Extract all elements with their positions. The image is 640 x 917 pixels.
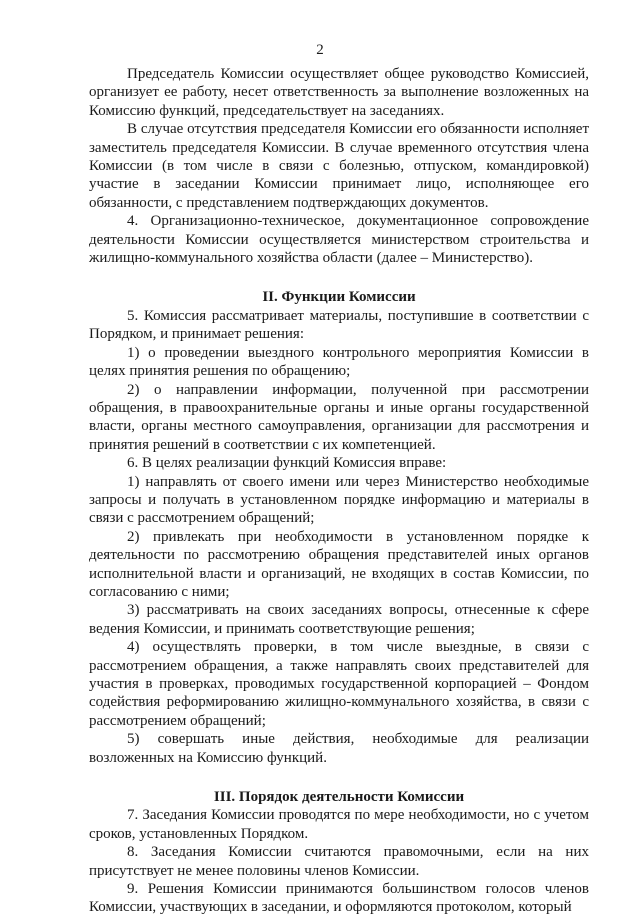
section-3-heading: III. Порядок деятельности Комиссии bbox=[213, 789, 465, 806]
paragraph-chairman-role: Председатель Комиссии осуществляет общее руководство Комиссией, организует ее работу, несет ответственность за выполнение возложенных на Комиссию функций, председательствует на заседаниях. bbox=[89, 66, 589, 119]
document-body bbox=[89, 65, 589, 917]
section-2-heading: II. Функции Комиссии bbox=[262, 289, 416, 306]
page-number: 2 bbox=[316, 42, 324, 58]
paragraph-6-2: 2) привлекать при необходимости в установленном порядке к деятельности по рассмотрению обращения представителей иных органов исполнительной власти и организаций, не входящих в состав Комиссии, по согласованию с ними; bbox=[89, 528, 589, 600]
paragraph-6-1: 1) направлять от своего имени или через Министерство необходимые запросы и получать в установленном порядке информацию и материалы в связи с рассмотрением обращений; bbox=[89, 473, 589, 527]
paragraph-chairman-absence: В случае отсутствия председателя Комиссии его обязанности исполняет заместитель председателя Комиссии. В случае временного отсутствия члена Комиссии (в том числе в связи с болезнью, отпуском, командировкой) участие в заседании Комиссии принимает лицо, исполняющее его обязанности, с представлением подтверждающих документов. bbox=[89, 121, 589, 211]
paragraph-6-3: 3) рассматривать на своих заседаниях вопросы, отнесенные к сфере ведения Комиссии, и принимать соответствующие решения; bbox=[89, 602, 589, 637]
paragraph-6-4: 4) осуществлять проверки, в том числе выездные, в связи с рассмотрением обращения, а также направлять своих представителей для участия в проверках, проводимых государственной корпорацией – Фондом содействия реформированию жилищно-коммунального хозяйства, в связи с рассмотрением обращений; bbox=[89, 639, 589, 729]
paragraph-4-support: 4. Организационно-техническое, документационное сопровождение деятельности Комиссии осуществляется министерством строительства и жилищно-коммунального хозяйства области (далее – Министерство). bbox=[89, 213, 589, 267]
paragraph-5-2: 2) о направлении информации, полученной при рассмотрении обращения, в правоохранительные органы и иные органы государственной власти, органы местного самоуправления, организации для рассмотрения и принятия решений в соответствии с их компетенцией. bbox=[89, 381, 589, 453]
paragraph-6: 6. В целях реализации функций Комиссия вправе: bbox=[127, 455, 447, 472]
paragraph-7: 7. Заседания Комиссии проводятся по мере необходимости, но с учетом сроков, установленных Порядком. bbox=[89, 807, 589, 842]
paragraph-6-5: 5) совершать иные действия, необходимые для реализации возложенных на Комиссию функций. bbox=[89, 731, 589, 766]
paragraph-9: 9. Решения Комиссии принимаются большинством голосов членов Комиссии, участвующих в заседании, и оформляются протоколом, который bbox=[89, 881, 589, 916]
paragraph-5-1: 1) о проведении выездного контрольного мероприятия Комиссии в целях принятия решения по обращению; bbox=[89, 344, 589, 380]
paragraph-8: 8. Заседания Комиссии считаются правомочными, если на них присутствует не менее половины членов Комиссии. bbox=[89, 844, 589, 879]
paragraph-5: 5. Комиссия рассматривает материалы, поступившие в соответствии с Порядком, и принимает решения: bbox=[89, 307, 589, 343]
